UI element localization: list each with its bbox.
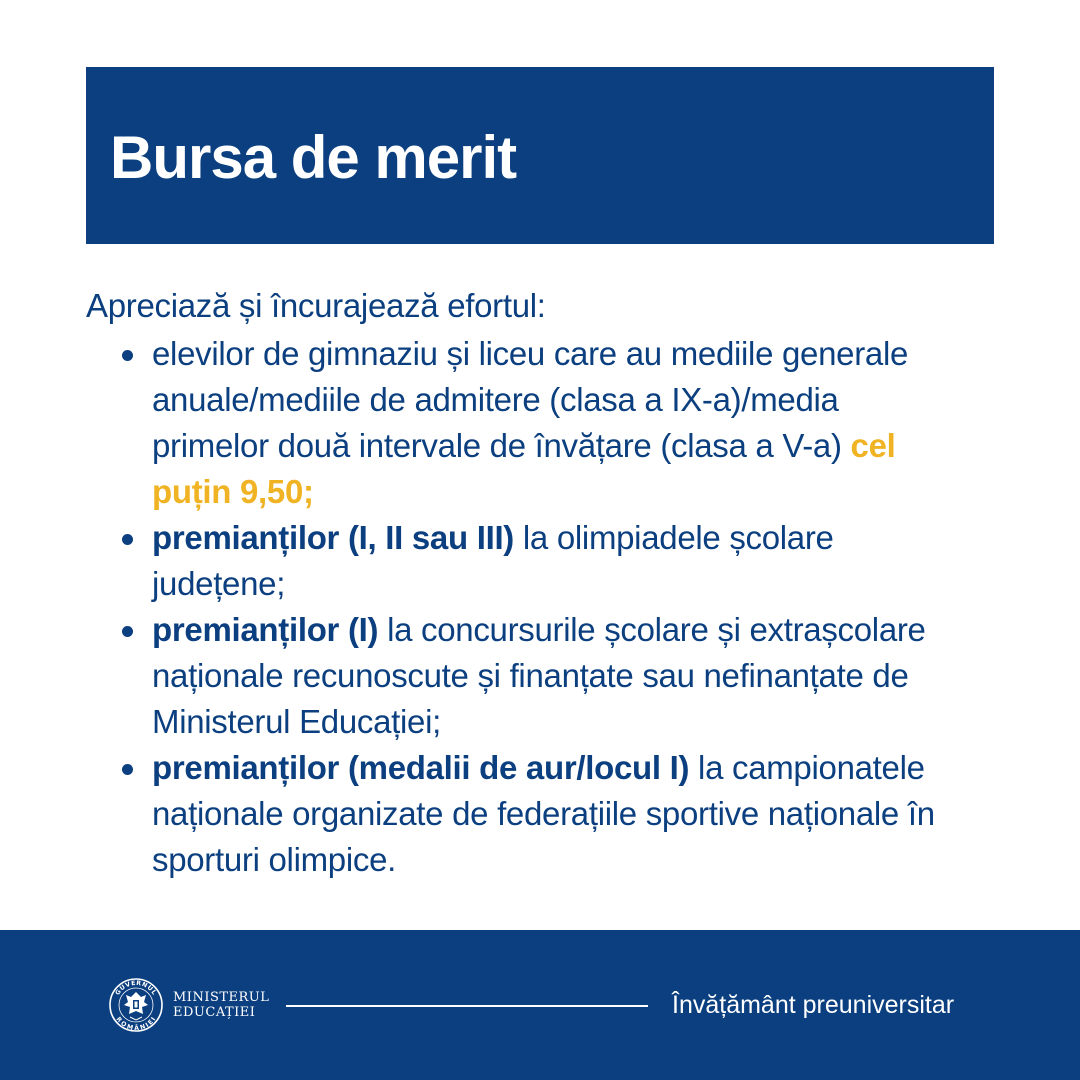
footer-bar bbox=[0, 930, 1080, 1080]
ministry-line1: MINISTERUL bbox=[173, 990, 270, 1005]
bullet-highlight: cel puțin 9,50; bbox=[152, 427, 896, 510]
footer-caption: Învățământ preuniversitar bbox=[672, 991, 955, 1019]
emblem-bottom-text: ROMÂNIEI bbox=[114, 1015, 158, 1033]
list-item bbox=[86, 515, 962, 607]
list-item bbox=[86, 607, 962, 745]
bullet-icon bbox=[122, 764, 133, 775]
title-banner bbox=[86, 67, 994, 244]
footer-divider bbox=[286, 1005, 648, 1007]
bullet-icon bbox=[122, 534, 133, 545]
svg-text:ROMÂNIEI bbox=[115, 1016, 158, 1032]
bullet-text: la olimpiadele școlare județene; bbox=[152, 519, 834, 602]
main-content bbox=[86, 283, 986, 883]
list-item bbox=[86, 331, 962, 515]
bullet-icon bbox=[122, 350, 133, 361]
bullet-text: la concursurile școlare și extrașcolare naționale recunoscute și finanțate sau nefinanțate de Ministerul Educației; bbox=[152, 611, 926, 740]
page-title: Bursa de merit bbox=[110, 124, 517, 191]
emblem-top-text: GUVERNUL bbox=[114, 979, 158, 997]
bullet-bold: premianților (I) bbox=[152, 611, 379, 648]
government-emblem-icon bbox=[108, 977, 164, 1033]
ministry-line2: EDUCAȚIEI bbox=[173, 1005, 256, 1020]
bullet-text: la campionatele naționale organizate de federațiile sportive naționale în sporturi olimpice. bbox=[152, 749, 935, 878]
list-item bbox=[86, 745, 962, 883]
ministry-logo-text bbox=[173, 990, 269, 1020]
bullet-bold: premianților (I, II sau III) bbox=[152, 519, 514, 556]
bullet-text: elevilor de gimnaziu și liceu care au mediile generale anuale/mediile de admitere (clasa a IX-a)/media primelor două intervale de învățare (clasa a V-a) bbox=[152, 335, 909, 464]
intro-text: Apreciază și încurajează efortul: bbox=[86, 287, 546, 324]
bullet-bold: premianților (medalii de aur/locul I) bbox=[152, 749, 690, 786]
bullet-list bbox=[86, 331, 986, 883]
bullet-icon bbox=[122, 626, 133, 637]
